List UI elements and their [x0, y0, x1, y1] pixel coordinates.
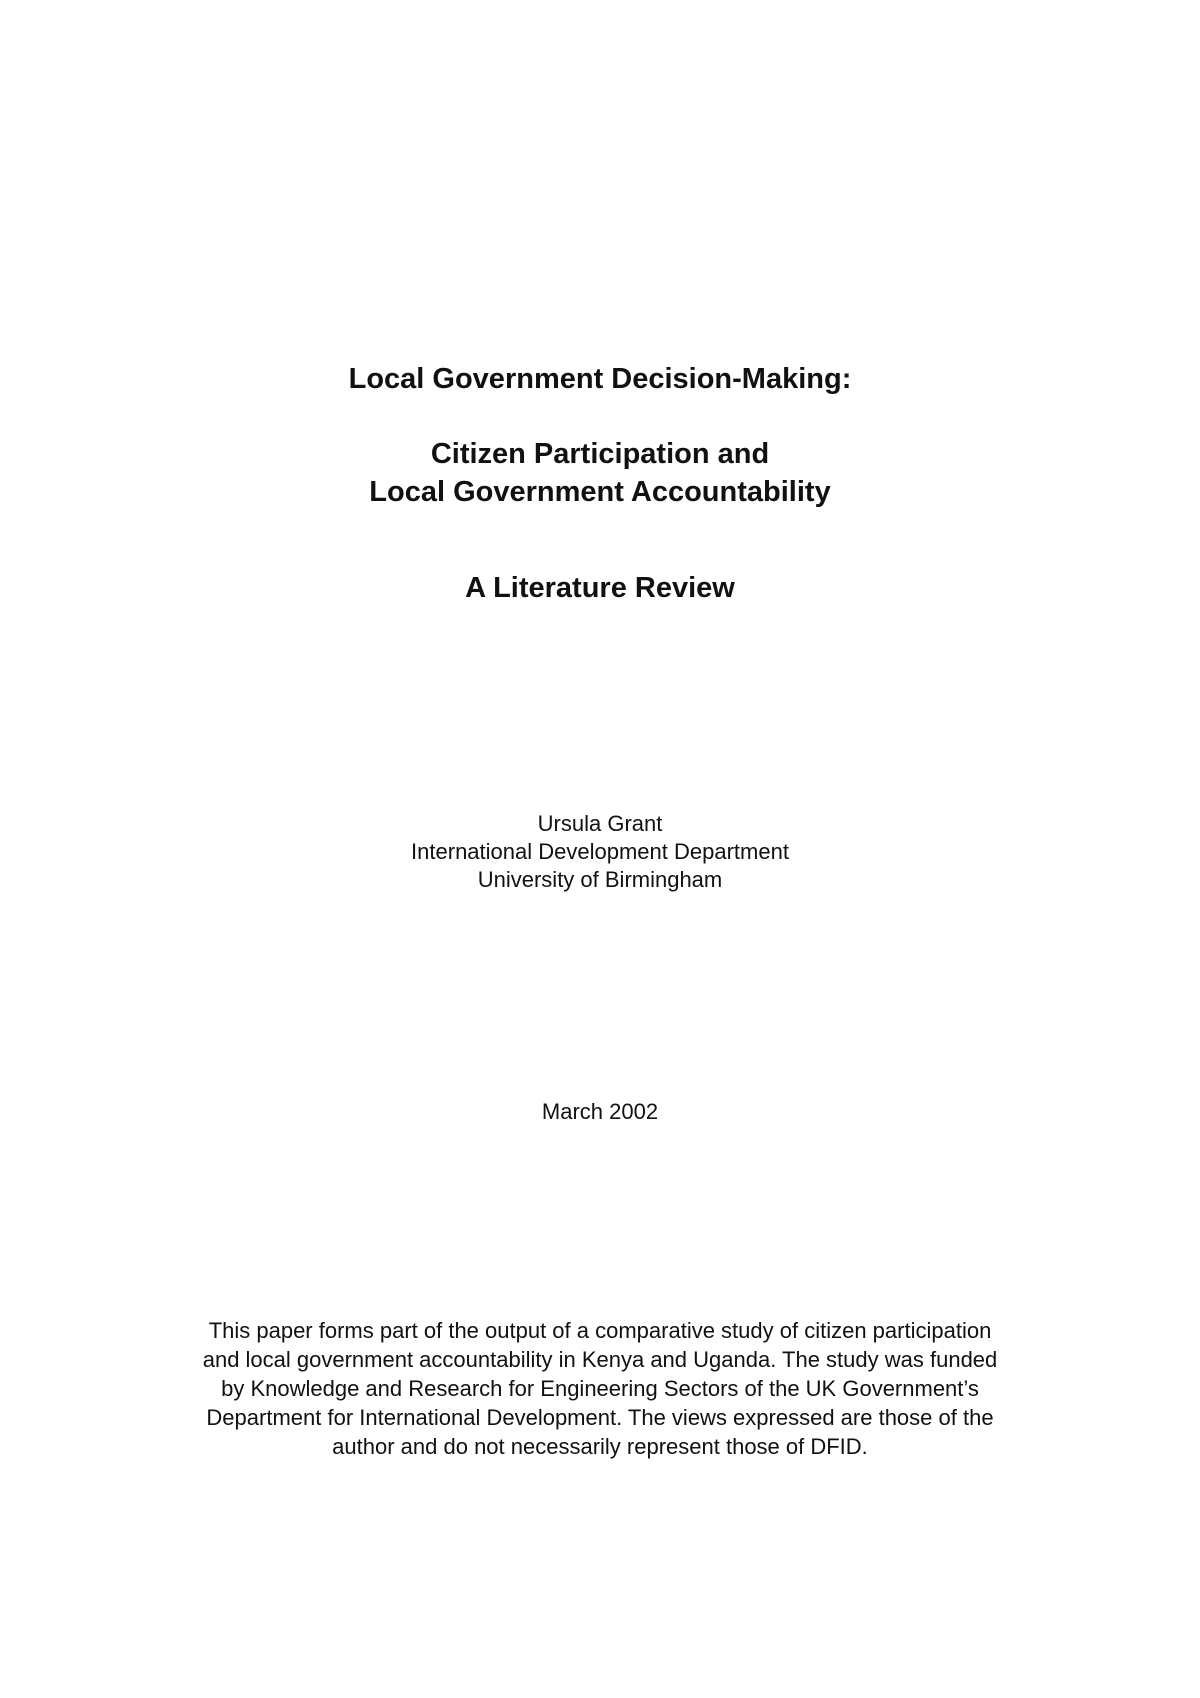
document-type-block [0, 569, 1200, 607]
funding-note-line-2: and local government accountability in Kenya and Uganda. The study was funded [202, 1347, 998, 1372]
author-department: International Development Department [411, 839, 789, 864]
author-name: Ursula Grant [537, 811, 663, 836]
main-title: Local Government Decision-Making: [348, 363, 852, 395]
author-institution: University of Birmingham [477, 867, 723, 892]
funding-note-line-1: This paper forms part of the output of a comparative study of citizen participation [208, 1318, 992, 1343]
funding-note-line-5: author and do not necessarily represent those of DFID. [332, 1434, 868, 1459]
document-type: A Literature Review [465, 572, 735, 604]
subtitle-line-1: Citizen Participation and [430, 438, 770, 470]
subtitle-block [0, 435, 1200, 511]
funding-note [150, 1316, 1050, 1461]
author-block [0, 810, 1200, 894]
subtitle-line-2: Local Government Accountability [369, 476, 831, 508]
title-block [0, 360, 1200, 398]
publication-date: March 2002 [541, 1099, 659, 1124]
funding-note-line-4: Department for International Development. The views expressed are those of the [206, 1405, 994, 1430]
funding-note-line-3: by Knowledge and Research for Engineering Sectors of the UK Government’s [221, 1376, 979, 1401]
